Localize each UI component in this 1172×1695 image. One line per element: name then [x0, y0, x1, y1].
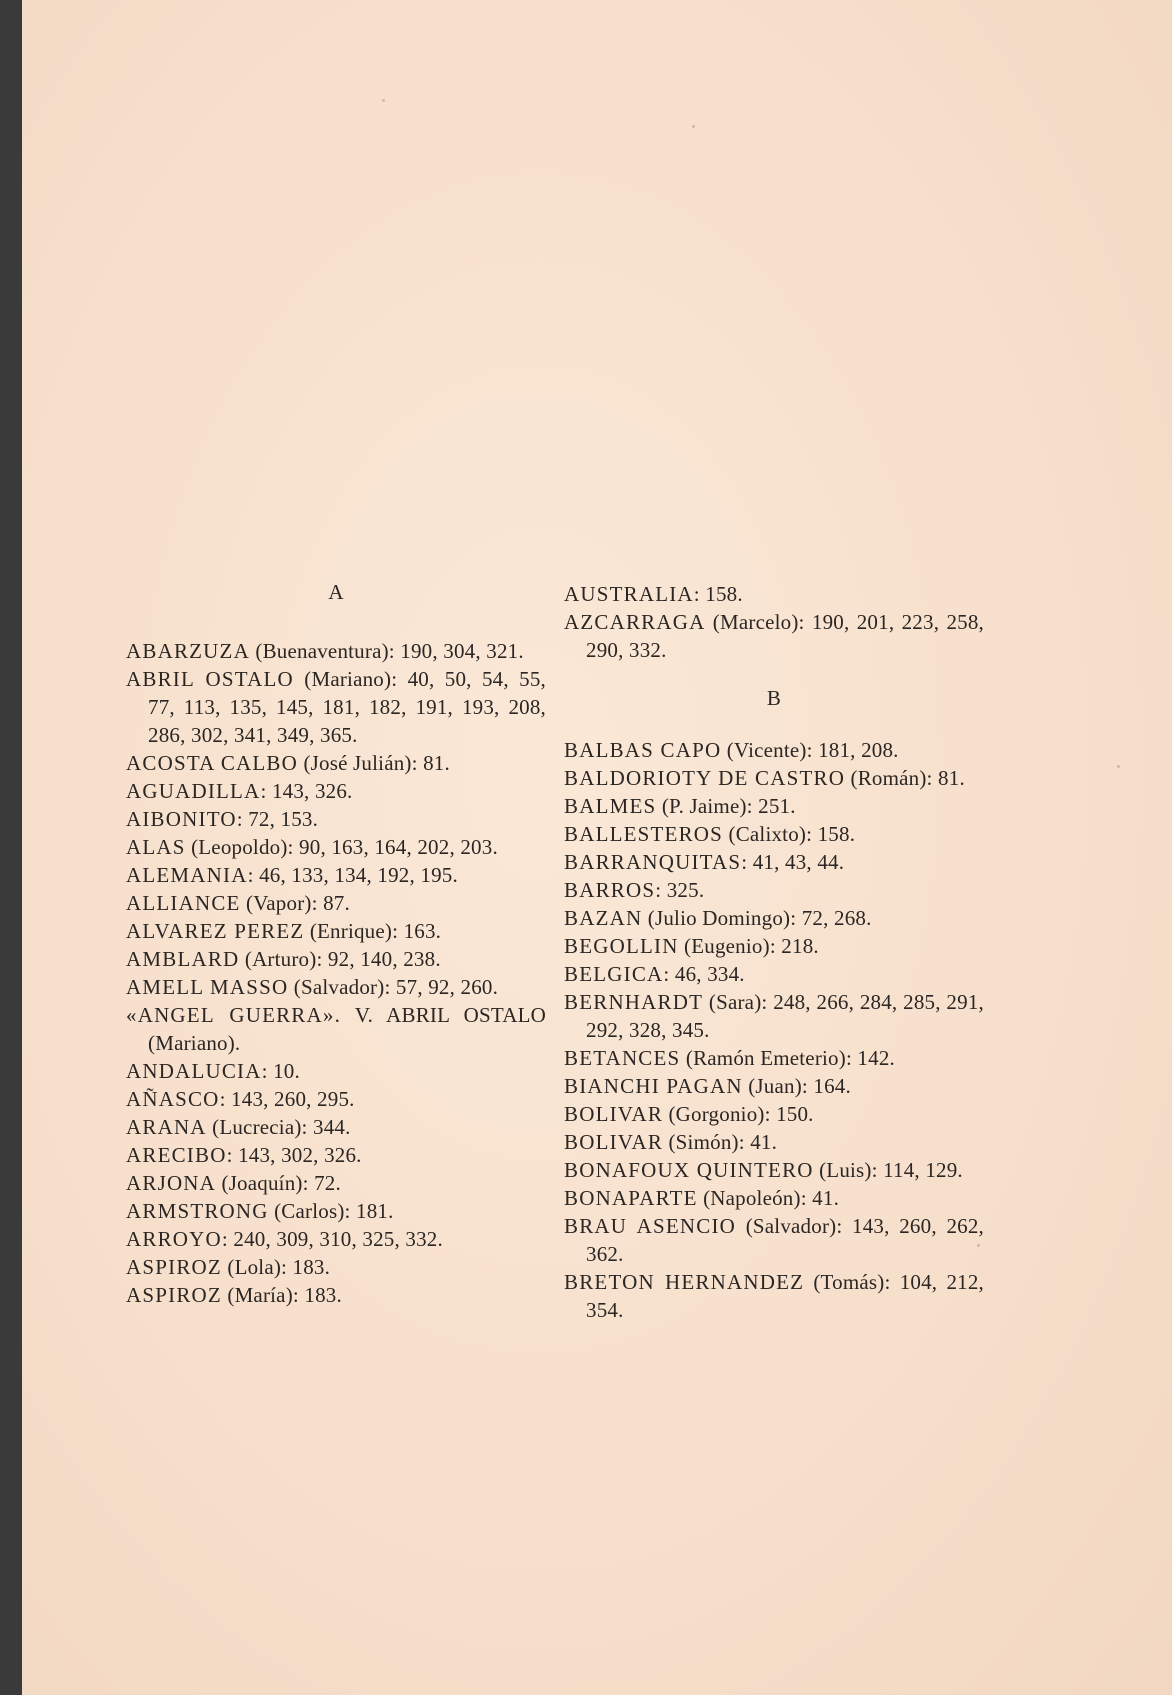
- entry-references: : 41, 43, 44.: [741, 850, 845, 874]
- index-column-right: [564, 580, 984, 1324]
- index-entry: [564, 580, 984, 608]
- entry-references: : 240, 309, 310, 325, 332.: [221, 1227, 443, 1251]
- entry-name: BIANCHI PAGAN: [564, 1074, 743, 1098]
- index-entry: [564, 1128, 984, 1156]
- section-letter-b: B: [766, 686, 782, 710]
- index-entry: [564, 1100, 984, 1128]
- entry-name: BERNHARDT: [564, 990, 704, 1014]
- entry-name: BALMES: [564, 794, 657, 818]
- entry-name: ABRIL OSTALO: [126, 667, 294, 691]
- entry-references: : 10.: [261, 1059, 300, 1083]
- entry-references: (Calixto): 158.: [723, 822, 856, 846]
- entry-references: (Salvador): 143, 260, 262, 362.: [586, 1214, 984, 1266]
- entry-name: BETANCES: [564, 1046, 681, 1070]
- index-group-a-continued: [564, 580, 984, 664]
- entry-name: ALEMANIA: [126, 863, 248, 887]
- index-entry: [126, 1113, 546, 1141]
- entry-name: ARJONA: [126, 1171, 217, 1195]
- entry-name: BOLIVAR: [564, 1102, 664, 1126]
- entry-references: (Buenaventura): 190, 304, 321.: [249, 639, 524, 663]
- entry-name: ALAS: [126, 835, 186, 859]
- entry-references: (Román): 81.: [845, 766, 965, 790]
- entry-name: «ANGEL GUERRA».: [126, 1003, 342, 1027]
- entry-references: (Sara): 248, 266, 284, 285, 291, 292, 328, 345.: [586, 990, 984, 1042]
- entry-name: ARROYO: [126, 1227, 222, 1251]
- entry-references: : 46, 133, 134, 192, 195.: [247, 863, 458, 887]
- entry-references: (P. Jaime): 251.: [656, 794, 796, 818]
- entry-name: BOLIVAR: [564, 1130, 664, 1154]
- entry-references: (Arturo): 92, 140, 238.: [239, 947, 441, 971]
- entry-name: ASPIROZ: [126, 1255, 222, 1279]
- index-entry: [564, 764, 984, 792]
- paper-speck: [382, 99, 385, 102]
- index-entry: [126, 805, 546, 833]
- index-entry: [126, 637, 546, 665]
- index-entry: [564, 876, 984, 904]
- index-entry: [564, 1184, 984, 1212]
- entry-name: BONAPARTE: [564, 1186, 698, 1210]
- index-entry: [564, 1072, 984, 1100]
- entry-references: (María): 183.: [221, 1283, 342, 1307]
- index-entry: [564, 1212, 984, 1268]
- entry-references: (Lola): 183.: [221, 1255, 331, 1279]
- index-entry: [564, 792, 984, 820]
- entry-name: BRETON HERNANDEZ: [564, 1270, 805, 1294]
- entry-name: AMELL MASSO: [126, 975, 289, 999]
- index-entry: [126, 1141, 546, 1169]
- entry-references: (Luis): 114, 129.: [813, 1158, 963, 1182]
- entry-name: AGUADILLA: [126, 779, 261, 803]
- entry-name: BRAU ASENCIO: [564, 1214, 737, 1238]
- entry-references: (Mariano): 40, 50, 54, 55, 77, 113, 135, 145, 181, 182, 191, 193, 208, 286, 302, 341, 349, 365.: [148, 667, 546, 747]
- index-entry: [564, 904, 984, 932]
- index-entry: [126, 1253, 546, 1281]
- entry-references: : 46, 334.: [663, 962, 745, 986]
- entry-references: (Salvador): 57, 92, 260.: [288, 975, 499, 999]
- entry-references: : 143, 302, 326.: [226, 1143, 362, 1167]
- index-entry: [126, 1001, 546, 1057]
- book-page: [22, 0, 1172, 1695]
- section-letter-a: A: [328, 580, 344, 604]
- entry-references: (Carlos): 181.: [268, 1199, 394, 1223]
- entry-references: (Joaquín): 72.: [216, 1171, 341, 1195]
- entry-references: V. ABRIL OSTALO (Mariano).: [148, 1003, 546, 1055]
- entry-references: (Vapor): 87.: [240, 891, 350, 915]
- entry-name: AIBONITO: [126, 807, 237, 831]
- entry-name: AMBLARD: [126, 947, 240, 971]
- entry-references: (Lucrecia): 344.: [206, 1115, 351, 1139]
- index-entry: [564, 608, 984, 664]
- entry-name: BARROS: [564, 878, 656, 902]
- entry-name: BALLESTEROS: [564, 822, 724, 846]
- entry-name: BAZAN: [564, 906, 643, 930]
- index-entry: [126, 1169, 546, 1197]
- index-entry: [126, 1281, 546, 1309]
- entry-references: : 325.: [655, 878, 705, 902]
- index-entry: [126, 1197, 546, 1225]
- paper-speck: [692, 125, 695, 128]
- entry-references: (Enrique): 163.: [304, 919, 442, 943]
- entry-name: BONAFOUX QUINTERO: [564, 1158, 814, 1182]
- entry-name: ARECIBO: [126, 1143, 227, 1167]
- entry-references: : 143, 260, 295.: [219, 1087, 355, 1111]
- entry-references: (Simón): 41.: [663, 1130, 778, 1154]
- entry-references: : 158.: [693, 582, 743, 606]
- index-column-left: [126, 578, 546, 1309]
- index-entry: [126, 1057, 546, 1085]
- index-entry: [126, 973, 546, 1001]
- entry-references: (Vicente): 181, 208.: [721, 738, 899, 762]
- entry-references: : 72, 153.: [236, 807, 319, 831]
- entry-references: (Gorgonio): 150.: [663, 1102, 814, 1126]
- index-entry: [126, 889, 546, 917]
- index-entry: [126, 665, 546, 749]
- index-entry: [564, 988, 984, 1044]
- index-entry: [564, 736, 984, 764]
- entry-name: BEGOLLIN: [564, 934, 679, 958]
- index-entry: [564, 1044, 984, 1072]
- index-entry: [126, 749, 546, 777]
- entry-name: AZCARRAGA: [564, 610, 706, 634]
- entry-name: ALVAREZ PEREZ: [126, 919, 305, 943]
- index-entry: [564, 1268, 984, 1324]
- entry-name: ACOSTA CALBO: [126, 751, 298, 775]
- entry-name: ASPIROZ: [126, 1283, 222, 1307]
- entry-references: (Marcelo): 190, 201, 223, 258, 290, 332.: [586, 610, 984, 662]
- entry-name: BELGICA: [564, 962, 664, 986]
- entry-name: BARRANQUITAS: [564, 850, 742, 874]
- entry-references: (Julio Domingo): 72, 268.: [642, 906, 872, 930]
- entry-references: (Napoleón): 41.: [697, 1186, 840, 1210]
- index-entry: [564, 932, 984, 960]
- entry-name: ALLIANCE: [126, 891, 241, 915]
- entry-references: : 143, 326.: [260, 779, 353, 803]
- index-entry: [126, 945, 546, 973]
- entry-name: BALDORIOTY DE CASTRO: [564, 766, 846, 790]
- entry-references: (José Julián): 81.: [298, 751, 450, 775]
- entry-name: ARANA: [126, 1115, 207, 1139]
- index-entry: [126, 833, 546, 861]
- index-entry: [126, 777, 546, 805]
- entry-name: ABARZUZA: [126, 639, 250, 663]
- entry-name: AÑASCO: [126, 1087, 220, 1111]
- entry-references: (Tomás): 104, 212, 354.: [586, 1270, 985, 1322]
- entry-name: ANDALUCIA: [126, 1059, 262, 1083]
- index-group-b: [564, 736, 984, 1324]
- entry-name: ARMSTRONG: [126, 1199, 269, 1223]
- entry-references: (Leopoldo): 90, 163, 164, 202, 203.: [185, 835, 498, 859]
- index-entry: [564, 960, 984, 988]
- entry-references: (Eugenio): 218.: [678, 934, 819, 958]
- index-entry: [126, 917, 546, 945]
- index-entry: [126, 861, 546, 889]
- entry-name: BALBAS CAPO: [564, 738, 722, 762]
- index-entry: [126, 1085, 546, 1113]
- entry-references: (Ramón Emeterio): 142.: [680, 1046, 895, 1070]
- paper-speck: [1117, 765, 1120, 768]
- index-entry: [126, 1225, 546, 1253]
- index-entry: [564, 848, 984, 876]
- entry-name: AUSTRALIA: [564, 582, 694, 606]
- index-entry: [564, 820, 984, 848]
- index-entry: [564, 1156, 984, 1184]
- entry-references: (Juan): 164.: [742, 1074, 851, 1098]
